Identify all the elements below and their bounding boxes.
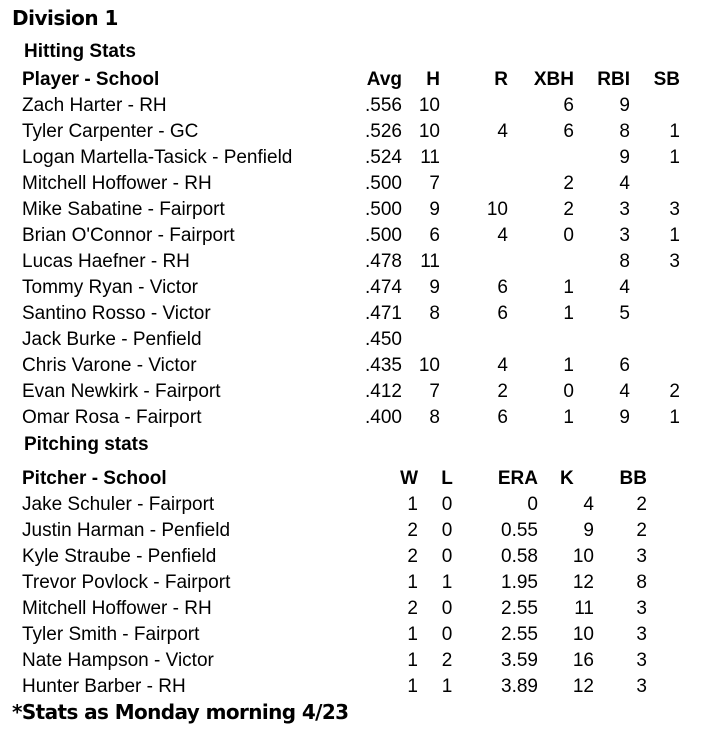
hitter-row (22, 379, 680, 405)
player-cell: Omar Rosa - Fairport (22, 407, 202, 428)
losses-cell: 0 (441, 494, 453, 515)
strikeouts-cell: 10 (572, 546, 594, 567)
losses-cell: 1 (441, 676, 453, 697)
hits-cell: 8 (429, 303, 440, 324)
hitting-stats-table (22, 66, 680, 431)
xbh-cell: 0 (563, 381, 574, 402)
strikeouts-cell: 12 (572, 572, 594, 593)
hitting-header-row (22, 66, 680, 93)
sb-cell (630, 275, 680, 301)
era-cell: 2.55 (501, 598, 538, 619)
pitcher-cell: Tyler Smith - Fairport (22, 624, 200, 645)
xbh-cell: 0 (563, 225, 574, 246)
sb-cell: 1 (669, 407, 680, 428)
sb-cell: 2 (669, 381, 680, 402)
xbh-cell: 2 (563, 199, 574, 220)
sb-cell: 3 (669, 251, 680, 272)
pitcher-row (22, 622, 647, 648)
walks-cell: 3 (636, 676, 647, 697)
avg-cell: .435 (365, 355, 402, 376)
pitching-rows (22, 492, 647, 700)
hitter-row (22, 223, 680, 249)
runs-cell: 6 (497, 303, 508, 324)
hitter-row (22, 93, 680, 119)
wins-cell: 1 (407, 494, 418, 515)
rbi-cell: 8 (619, 251, 630, 272)
runs-cell: 6 (497, 277, 508, 298)
wins-cell: 2 (407, 520, 418, 541)
hitter-row (22, 275, 680, 301)
rbi-cell: 9 (619, 95, 630, 116)
avg-cell: .500 (365, 173, 402, 194)
xbh-cell (508, 327, 574, 353)
avg-cell: .450 (365, 329, 402, 350)
player-cell: Logan Martella-Tasick - Penfield (22, 147, 293, 168)
pitcher-cell: Mitchell Hoffower - RH (22, 598, 212, 619)
strikeouts-header: K (560, 468, 574, 489)
runs-cell: 2 (497, 381, 508, 402)
xbh-cell (508, 145, 574, 171)
hitter-row (22, 301, 680, 327)
hitter-row (22, 249, 680, 275)
player-cell: Santino Rosso - Victor (22, 303, 211, 324)
stats-date-note: *Stats as Monday morning 4/23 (12, 700, 349, 724)
avg-cell: .526 (365, 121, 402, 142)
rbi-cell: 3 (619, 199, 630, 220)
player-cell: Tommy Ryan - Victor (22, 277, 198, 298)
era-cell: 2.55 (501, 624, 538, 645)
sb-cell (630, 93, 680, 119)
rbi-cell: 6 (619, 355, 630, 376)
hits-cell: 7 (429, 173, 440, 194)
avg-cell: .400 (365, 407, 402, 428)
player-cell: Tyler Carpenter - GC (22, 121, 199, 142)
hits-cell: 9 (429, 199, 440, 220)
hitter-row (22, 145, 680, 171)
player-cell: Lucas Haefner - RH (22, 251, 190, 272)
runs-header: R (494, 69, 508, 90)
sb-cell: 1 (669, 147, 680, 168)
xbh-cell: 1 (563, 277, 574, 298)
hits-cell (402, 327, 440, 353)
wins-cell: 1 (407, 624, 418, 645)
pitching-stats-table (22, 465, 647, 700)
hitter-row (22, 119, 680, 145)
era-header: ERA (497, 468, 538, 489)
pitcher-cell: Nate Hampson - Victor (22, 650, 214, 671)
hits-cell: 9 (429, 277, 440, 298)
pitcher-cell: Trevor Povlock - Fairport (22, 572, 231, 593)
wins-cell: 1 (407, 676, 418, 697)
sb-cell (630, 327, 680, 353)
avg-cell: .500 (365, 199, 402, 220)
era-cell: 1.95 (501, 572, 538, 593)
player-cell: Mike Sabatine - Fairport (22, 199, 225, 220)
pitcher-cell: Jake Schuler - Fairport (22, 494, 215, 515)
runs-cell (440, 145, 508, 171)
pitcher-row (22, 570, 647, 596)
pitcher-cell: Justin Harman - Penfield (22, 520, 231, 541)
hitting-rows (22, 93, 680, 431)
player-cell: Brian O'Connor - Fairport (22, 225, 235, 246)
strikeouts-cell: 9 (583, 520, 594, 541)
pitcher-row (22, 492, 647, 518)
pitching-section-title: Pitching stats (24, 434, 149, 455)
pitcher-cell: Hunter Barber - RH (22, 676, 186, 697)
wins-cell: 2 (407, 598, 418, 619)
walks-cell: 8 (636, 572, 647, 593)
pitcher-row (22, 518, 647, 544)
xbh-cell: 1 (563, 303, 574, 324)
rbi-cell: 3 (619, 225, 630, 246)
runs-cell (440, 171, 508, 197)
hitter-row (22, 171, 680, 197)
wins-cell: 1 (407, 572, 418, 593)
sb-cell (630, 353, 680, 379)
player-cell: Evan Newkirk - Fairport (22, 381, 221, 402)
player-cell: Mitchell Hoffower - RH (22, 173, 212, 194)
xbh-cell (508, 249, 574, 275)
rbi-cell: 9 (619, 147, 630, 168)
sb-cell: 1 (669, 121, 680, 142)
walks-cell: 2 (636, 520, 647, 541)
hits-cell: 8 (429, 407, 440, 428)
wins-cell: 2 (407, 546, 418, 567)
xbh-cell: 2 (563, 173, 574, 194)
wins-header: W (400, 468, 418, 489)
losses-cell: 0 (441, 520, 453, 541)
losses-cell: 0 (441, 598, 453, 619)
runs-cell (440, 93, 508, 119)
sb-cell (630, 171, 680, 197)
hitter-row (22, 405, 680, 431)
avg-cell: .500 (365, 225, 402, 246)
hits-cell: 10 (418, 95, 440, 116)
hitter-row (22, 327, 680, 353)
losses-cell: 2 (441, 650, 453, 671)
xbh-cell: 1 (563, 407, 574, 428)
losses-cell: 0 (441, 546, 453, 567)
hits-header: H (426, 69, 440, 90)
hits-cell: 10 (418, 121, 440, 142)
walks-cell: 3 (636, 624, 647, 645)
player-school-header: Player - School (22, 69, 160, 90)
walks-cell: 3 (636, 598, 647, 619)
rbi-cell: 9 (619, 407, 630, 428)
avg-cell: .471 (365, 303, 402, 324)
strikeouts-cell: 11 (574, 598, 594, 619)
rbi-cell: 5 (619, 303, 630, 324)
rbi-cell: 4 (619, 381, 630, 402)
strikeouts-cell: 16 (572, 650, 594, 671)
xbh-header: XBH (533, 69, 574, 90)
xbh-cell: 6 (563, 121, 574, 142)
pitcher-row (22, 596, 647, 622)
rbi-header: RBI (597, 69, 630, 90)
sb-cell (630, 301, 680, 327)
hitter-row (22, 353, 680, 379)
hitting-section-title: Hitting Stats (24, 41, 136, 62)
losses-header: L (441, 468, 453, 489)
pitching-header-row (22, 465, 647, 492)
era-cell: 3.89 (501, 676, 538, 697)
wins-cell: 1 (407, 650, 418, 671)
avg-cell: .556 (365, 95, 402, 116)
strikeouts-cell: 12 (572, 676, 594, 697)
xbh-cell: 1 (563, 355, 574, 376)
runs-cell: 6 (497, 407, 508, 428)
pitcher-row (22, 648, 647, 674)
era-cell: 0.55 (501, 520, 538, 541)
xbh-cell: 6 (563, 95, 574, 116)
strikeouts-cell: 10 (572, 624, 594, 645)
rbi-cell: 4 (619, 173, 630, 194)
pitcher-school-header: Pitcher - School (22, 468, 167, 489)
rbi-cell: 8 (619, 121, 630, 142)
walks-cell: 2 (636, 494, 647, 515)
sb-cell: 3 (669, 199, 680, 220)
runs-cell: 4 (497, 225, 508, 246)
sb-header: SB (653, 69, 680, 90)
sb-cell: 1 (669, 225, 680, 246)
runs-cell (440, 249, 508, 275)
runs-cell: 4 (497, 121, 508, 142)
avg-cell: .412 (365, 381, 402, 402)
hits-cell: 10 (418, 355, 440, 376)
hits-cell: 11 (420, 147, 440, 168)
hitter-row (22, 197, 680, 223)
avg-cell: .474 (365, 277, 402, 298)
player-cell: Chris Varone - Victor (22, 355, 197, 376)
walks-header: BB (619, 468, 647, 489)
hits-cell: 6 (429, 225, 440, 246)
losses-cell: 1 (441, 572, 453, 593)
avg-cell: .524 (365, 147, 402, 168)
pitcher-row (22, 544, 647, 570)
hits-cell: 11 (420, 251, 440, 272)
player-cell: Jack Burke - Penfield (22, 329, 202, 350)
page-title: Division 1 (12, 6, 118, 30)
era-cell: 3.59 (501, 650, 538, 671)
player-cell: Zach Harter - RH (22, 95, 167, 116)
avg-cell: .478 (365, 251, 402, 272)
walks-cell: 3 (636, 546, 647, 567)
era-cell: 0.58 (501, 546, 538, 567)
pitcher-cell: Kyle Straube - Penfield (22, 546, 217, 567)
avg-header: Avg (366, 69, 402, 90)
era-cell: 0 (527, 494, 538, 515)
runs-cell: 4 (497, 355, 508, 376)
strikeouts-cell: 4 (583, 494, 594, 515)
hits-cell: 7 (429, 381, 440, 402)
pitcher-row (22, 674, 647, 700)
runs-cell (440, 327, 508, 353)
walks-cell: 3 (636, 650, 647, 671)
rbi-cell (574, 327, 630, 353)
losses-cell: 0 (441, 624, 453, 645)
runs-cell: 10 (486, 199, 508, 220)
rbi-cell: 4 (619, 277, 630, 298)
